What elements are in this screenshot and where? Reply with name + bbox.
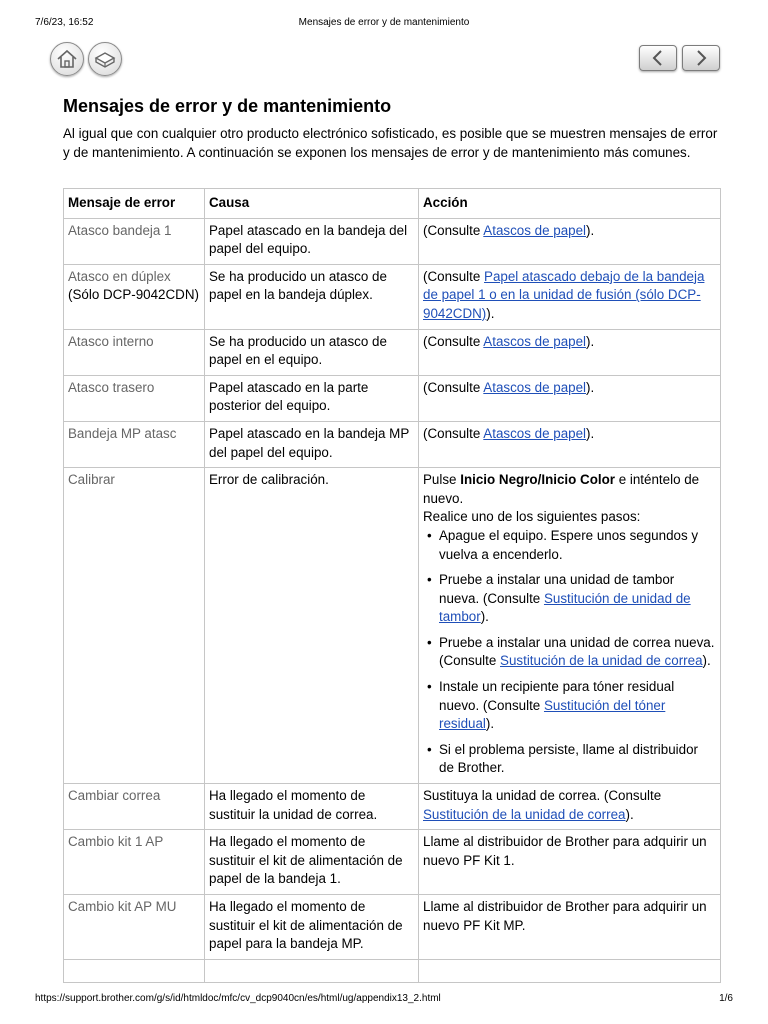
intro-paragraph: Al igual que con cualquier otro producto electrónico sofisticado, es posible que se muestren mensajes de error y de mantenimiento. A continuación se exponen los mensajes de error y de mantenimiento más comunes.: [63, 126, 718, 160]
list-item: • Apague el equipo. Espere unos segundos y vuelva a encenderlo.: [427, 527, 699, 562]
paper-jam-link[interactable]: Atascos de papel: [483, 379, 587, 395]
table-row: [64, 895, 721, 960]
print-title: Mensajes de error y de mantenimiento: [298, 17, 470, 28]
error-cause: Papel atascado en la bandeja MP del papel del equipo.: [205, 421, 419, 467]
error-message: Calibrar: [64, 468, 205, 784]
error-cause: Papel atascado en la bandeja del papel del equipo.: [205, 218, 419, 264]
calibrate-instruction: Pulse Inicio Negro/Inicio Color e inténtelo de nuevo.: [423, 472, 700, 506]
error-cause: Ha llegado el momento de sustituir el kit de alimentación de papel de la bandeja 1.: [205, 830, 419, 895]
steps-list: [423, 527, 716, 778]
table-row: [64, 830, 721, 895]
list-item: • Pruebe a instalar una unidad de tambor nueva. (Consulte Sustitución de unidad de tambor).: [427, 572, 691, 625]
error-cause: Se ha producido un atasco de papel en el equipo.: [205, 329, 419, 375]
error-cause: Ha llegado el momento de sustituir el kit de alimentación de papel para la bandeja MP.: [205, 895, 419, 960]
list-item: • Pruebe a instalar una unidad de correa nueva. (Consulte Sustitución de la unidad de correa).: [427, 634, 715, 669]
error-message: Atasco en dúplex (Sólo DCP-9042CDN): [64, 264, 205, 329]
error-action: (Consulte Atascos de papel).: [419, 421, 721, 467]
steps-intro: Realice uno de los siguientes pasos:: [423, 509, 641, 525]
empty-cell: [205, 959, 419, 982]
paper-jam-link[interactable]: Atascos de papel: [483, 222, 587, 238]
table-row: [64, 218, 721, 264]
home-button[interactable]: [50, 42, 84, 76]
table-row: [64, 264, 721, 329]
header-cause: Causa: [205, 189, 419, 219]
error-action: (Consulte Atascos de papel).: [419, 329, 721, 375]
error-message: Atasco bandeja 1: [64, 218, 205, 264]
error-message: Cambio kit AP MU: [64, 895, 205, 960]
error-message: Cambio kit 1 AP: [64, 830, 205, 895]
page-url: https://support.brother.com/g/s/id/htmldoc/mfc/cv_dcp9040cn/es/html/ug/appendix13_2.html: [35, 993, 441, 1004]
table-row: [64, 784, 721, 830]
paper-jam-link[interactable]: Atascos de papel: [483, 425, 587, 441]
table-row: [64, 329, 721, 375]
table-row: [64, 375, 721, 421]
duplex-jam-link[interactable]: Papel atascado debajo de la bandeja de papel 1 o en la unidad de fusión (sólo DCP-9042CDN): [423, 268, 705, 321]
table-row: [64, 468, 721, 784]
error-message: Atasco trasero: [64, 375, 205, 421]
header-action: Acción: [419, 189, 721, 219]
error-action: Llame al distribuidor de Brother para adquirir un nuevo PF Kit MP.: [419, 895, 721, 960]
error-message: Cambiar correa: [64, 784, 205, 830]
prev-page-button[interactable]: [639, 45, 677, 71]
error-messages-table: [63, 188, 721, 983]
error-action: (Consulte Papel atascado debajo de la bandeja de papel 1 o en la unidad de fusión (sólo DCP-9042CDN)).: [419, 264, 721, 329]
paper-jam-link[interactable]: Atascos de papel: [483, 333, 587, 349]
page-number: 1/6: [719, 993, 733, 1004]
contents-button[interactable]: [88, 42, 122, 76]
table-row: [64, 959, 721, 982]
key-start-color: Inicio Color: [541, 472, 615, 488]
error-cause: Se ha producido un atasco de papel en la bandeja dúplex.: [205, 264, 419, 329]
drum-replacement-link[interactable]: Sustitución de unidad de tambor: [439, 590, 691, 625]
belt-replacement-link[interactable]: Sustitución de la unidad de correa: [423, 806, 626, 822]
waste-toner-link[interactable]: Sustitución del tóner residual: [439, 697, 666, 732]
list-item: • Instale un recipiente para tóner residual nuevo. (Consulte Sustitución del tóner residual).: [427, 679, 675, 732]
error-cause: Error de calibración.: [205, 468, 419, 784]
empty-cell: [64, 959, 205, 982]
list-item: • Si el problema persiste, llame al distribuidor de Brother.: [427, 741, 698, 776]
table-header-row: [64, 189, 721, 219]
error-cause: Ha llegado el momento de sustituir la unidad de correa.: [205, 784, 419, 830]
empty-cell: [419, 959, 721, 982]
belt-replacement-link[interactable]: Sustitución de la unidad de correa: [500, 653, 703, 669]
page-title: Mensajes de error y de mantenimiento: [63, 96, 392, 116]
error-action: Sustituya la unidad de correa. (Consulte Sustitución de la unidad de correa).: [419, 784, 721, 830]
error-action: Llame al distribuidor de Brother para adquirir un nuevo PF Kit 1.: [419, 830, 721, 895]
error-message: Bandeja MP atasc: [64, 421, 205, 467]
header-message: Mensaje de error: [64, 189, 205, 219]
error-action: (Consulte Atascos de papel).: [419, 218, 721, 264]
next-page-button[interactable]: [682, 45, 720, 71]
error-message: Atasco interno: [64, 329, 205, 375]
error-action: [419, 468, 721, 784]
key-start-black: Inicio Negro: [460, 472, 538, 488]
table-row: [64, 421, 721, 467]
error-action: (Consulte Atascos de papel).: [419, 375, 721, 421]
print-date: 7/6/23, 16:52: [35, 17, 94, 28]
error-cause: Papel atascado en la parte posterior del equipo.: [205, 375, 419, 421]
